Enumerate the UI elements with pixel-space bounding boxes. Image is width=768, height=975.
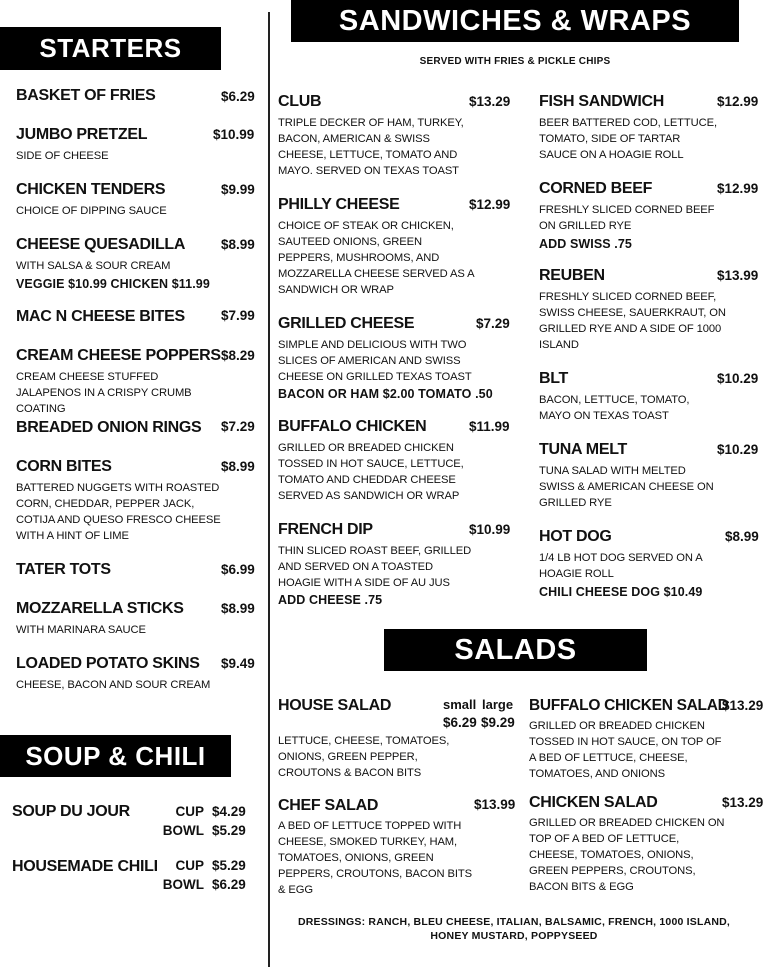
item-price: $6.29 <box>221 89 255 104</box>
item-price: $6.99 <box>221 562 255 577</box>
item-addon: ADD SWISS .75 <box>539 237 632 251</box>
item-description: CHOICE OF DIPPING SAUCE <box>16 205 167 217</box>
item-description: TUNA SALAD WITH MELTED SWISS & AMERICAN CHEESE ON GRILLED RYE <box>539 465 714 509</box>
cup-price: $4.29 <box>212 804 246 819</box>
size-large-label: large <box>482 697 514 712</box>
item-price: $12.99 <box>717 181 759 196</box>
item-name: HOUSEMADE CHILI <box>12 858 158 875</box>
starters-heading: STARTERS <box>0 27 221 70</box>
item-description: 1/4 LB HOT DOG SERVED ON A HOAGIE ROLL <box>539 552 702 580</box>
item-price: $11.99 <box>469 419 510 434</box>
item-name: CORNED BEEF <box>539 180 653 197</box>
item-name: BLT <box>539 370 569 387</box>
item-description: BEER BATTERED COD, LETTUCE, TOMATO, SIDE OF TARTAR SAUCE ON A HOAGIE ROLL <box>539 117 717 161</box>
item-name: FRENCH DIP <box>278 521 373 538</box>
item-name: JUMBO PRETZEL <box>16 126 148 143</box>
item-name: FISH SANDWICH <box>539 93 664 110</box>
item-price: $9.49 <box>221 656 255 671</box>
item-name: CHEESE QUESADILLA <box>16 236 186 253</box>
item-price: $8.99 <box>221 459 255 474</box>
item-addon: VEGGIE $10.99 CHICKEN $11.99 <box>16 277 210 291</box>
item-price: $13.29 <box>469 94 511 109</box>
item-price: $8.99 <box>725 529 759 544</box>
item-price: $9.99 <box>221 182 255 197</box>
item-name: TATER TOTS <box>16 561 111 578</box>
item-description: SIMPLE AND DELICIOUS WITH TWO SLICES OF AMERICAN AND SWISS CHEESE ON GRILLED TEXAS TOAST <box>278 339 472 383</box>
item-name: MOZZARELLA STICKS <box>16 600 184 617</box>
column-divider <box>268 12 270 967</box>
item-price: $7.99 <box>221 308 255 323</box>
item-name: CREAM CHEESE POPPERS <box>16 347 221 364</box>
item-price: $12.99 <box>717 94 759 109</box>
item-description: WITH SALSA & SOUR CREAM <box>16 260 171 272</box>
item-description: TRIPLE DECKER OF HAM, TURKEY, BACON, AMERICAN & SWISS CHEESE, LETTUCE, TOMATO AND MAYO. SERVED ON TEXAS TOAST <box>278 117 464 177</box>
item-price: $10.99 <box>213 127 255 142</box>
item-description: FRESHLY SLICED CORNED BEEF, SWISS CHEESE, SAUERKRAUT, ON GRILLED RYE AND A SIDE OF 1000 ISLAND <box>539 291 726 351</box>
item-name: TUNA MELT <box>539 441 627 458</box>
item-price: $13.29 <box>722 698 764 713</box>
item-price: $13.29 <box>722 795 764 810</box>
item-price: $10.99 <box>469 522 511 537</box>
salads-heading: SALADS <box>384 629 647 671</box>
item-addon: BACON OR HAM $2.00 TOMATO .50 <box>278 387 493 401</box>
item-name: SOUP DU JOUR <box>12 803 130 820</box>
item-name: BREADED ONION RINGS <box>16 419 202 436</box>
item-description: GRILLED OR BREADED CHICKEN TOSSED IN HOT SAUCE, ON TOP OF A BED OF LETTUCE, CHEESE, TOMATOES, AND ONIONS <box>529 720 722 780</box>
item-name: CLUB <box>278 93 322 110</box>
bowl-price: $6.29 <box>212 877 246 892</box>
item-description: GRILLED OR BREADED CHICKEN TOSSED IN HOT SAUCE, LETTUCE, TOMATO AND CHEDDAR CHEESE SERVED AS SANDWICH OR WRAP <box>278 442 464 502</box>
item-name: HOUSE SALAD <box>278 697 392 714</box>
item-description: SIDE OF CHEESE <box>16 150 109 162</box>
item-description: LETTUCE, CHEESE, TOMATOES, ONIONS, GREEN PEPPER, CROUTONS & BACON BITS <box>278 735 450 779</box>
cup-label: CUP <box>175 804 204 819</box>
item-price: $12.99 <box>469 197 511 212</box>
item-description: THIN SLICED ROAST BEEF, GRILLED AND SERVED ON A TOASTED HOAGIE WITH A SIDE OF AU JUS <box>278 545 472 589</box>
item-description: CHEESE, BACON AND SOUR CREAM <box>16 679 211 691</box>
item-description: BATTERED NUGGETS WITH ROASTED CORN, CHEDDAR, PEPPER JACK, COTIJA AND QUESO FRESCO CHEESE WITH A HINT OF LIME <box>16 482 221 542</box>
bowl-price: $5.29 <box>212 823 246 838</box>
item-price: $10.29 <box>717 371 759 386</box>
item-price: $8.99 <box>221 601 255 616</box>
item-description: WITH MARINARA SAUCE <box>16 624 146 636</box>
size-small-label: small <box>443 697 477 712</box>
cup-price: $5.29 <box>212 858 246 873</box>
item-description: CREAM CHEESE STUFFED JALAPENOS IN A CRISPY CRUMB COATING <box>16 371 192 415</box>
item-description: GRILLED OR BREADED CHICKEN ON TOP OF A BED OF LETTUCE, CHEESE, TOMATOES, ONIONS, GREEN PEPPERS, CROUTONS, BACON BITS & EGG <box>529 817 725 893</box>
item-name: GRILLED CHEESE <box>278 315 415 332</box>
cup-label: CUP <box>175 858 204 873</box>
item-price: $10.29 <box>717 442 759 457</box>
item-description: CHOICE OF STEAK OR CHICKEN, SAUTEED ONIONS, GREEN PEPPERS, MUSHROOMS, AND MOZZARELLA CHEESE SERVED AS A SANDWICH OR WRAP <box>278 220 474 296</box>
item-name: CHICKEN SALAD <box>529 794 658 811</box>
item-name: PHILLY CHEESE <box>278 196 400 213</box>
item-name: BUFFALO CHICKEN SALAD <box>529 697 729 714</box>
item-price: $13.99 <box>474 797 516 812</box>
item-description: FRESHLY SLICED CORNED BEEF ON GRILLED RYE <box>539 204 715 232</box>
item-name: CORN BITES <box>16 458 112 475</box>
bowl-label: BOWL <box>162 877 204 892</box>
item-name: REUBEN <box>539 267 605 284</box>
sandwiches-subheading: SERVED WITH FRIES & PICKLE CHIPS <box>419 56 611 67</box>
bowl-label: BOWL <box>162 823 204 838</box>
item-name: LOADED POTATO SKINS <box>16 655 200 672</box>
item-addon: CHILI CHEESE DOG $10.49 <box>539 585 703 599</box>
price-small: $6.29 <box>443 715 477 730</box>
item-price: $7.29 <box>476 316 510 331</box>
sandwiches-wraps-heading: SANDWICHES & WRAPS <box>291 0 739 42</box>
dressings-note: DRESSINGS: RANCH, BLEU CHEESE, ITALIAN, BALSAMIC, FRENCH, 1000 ISLAND, HONEY MUSTARD, POPPYSEED <box>297 916 731 942</box>
item-description: BACON, LETTUCE, TOMATO, MAYO ON TEXAS TOAST <box>539 394 690 422</box>
item-price: $8.99 <box>221 237 255 252</box>
item-name: CHEF SALAD <box>278 797 379 814</box>
item-name: HOT DOG <box>539 528 612 545</box>
item-price: $13.99 <box>717 268 759 283</box>
item-name: BASKET OF FRIES <box>16 87 156 104</box>
item-name: MAC N CHEESE BITES <box>16 308 185 325</box>
item-addon: ADD CHEESE .75 <box>278 593 383 607</box>
soup-chili-heading: SOUP & CHILI <box>0 735 231 777</box>
item-price: $7.29 <box>221 419 255 434</box>
price-large: $9.29 <box>481 715 515 730</box>
item-name: CHICKEN TENDERS <box>16 181 166 198</box>
item-price: $8.29 <box>221 348 255 363</box>
item-description: A BED OF LETTUCE TOPPED WITH CHEESE, SMOKED TURKEY, HAM, TOMATOES, ONIONS, GREEN PEPPERS, CROUTONS, BACON BITS & EGG <box>278 820 472 896</box>
item-name: BUFFALO CHICKEN <box>278 418 427 435</box>
